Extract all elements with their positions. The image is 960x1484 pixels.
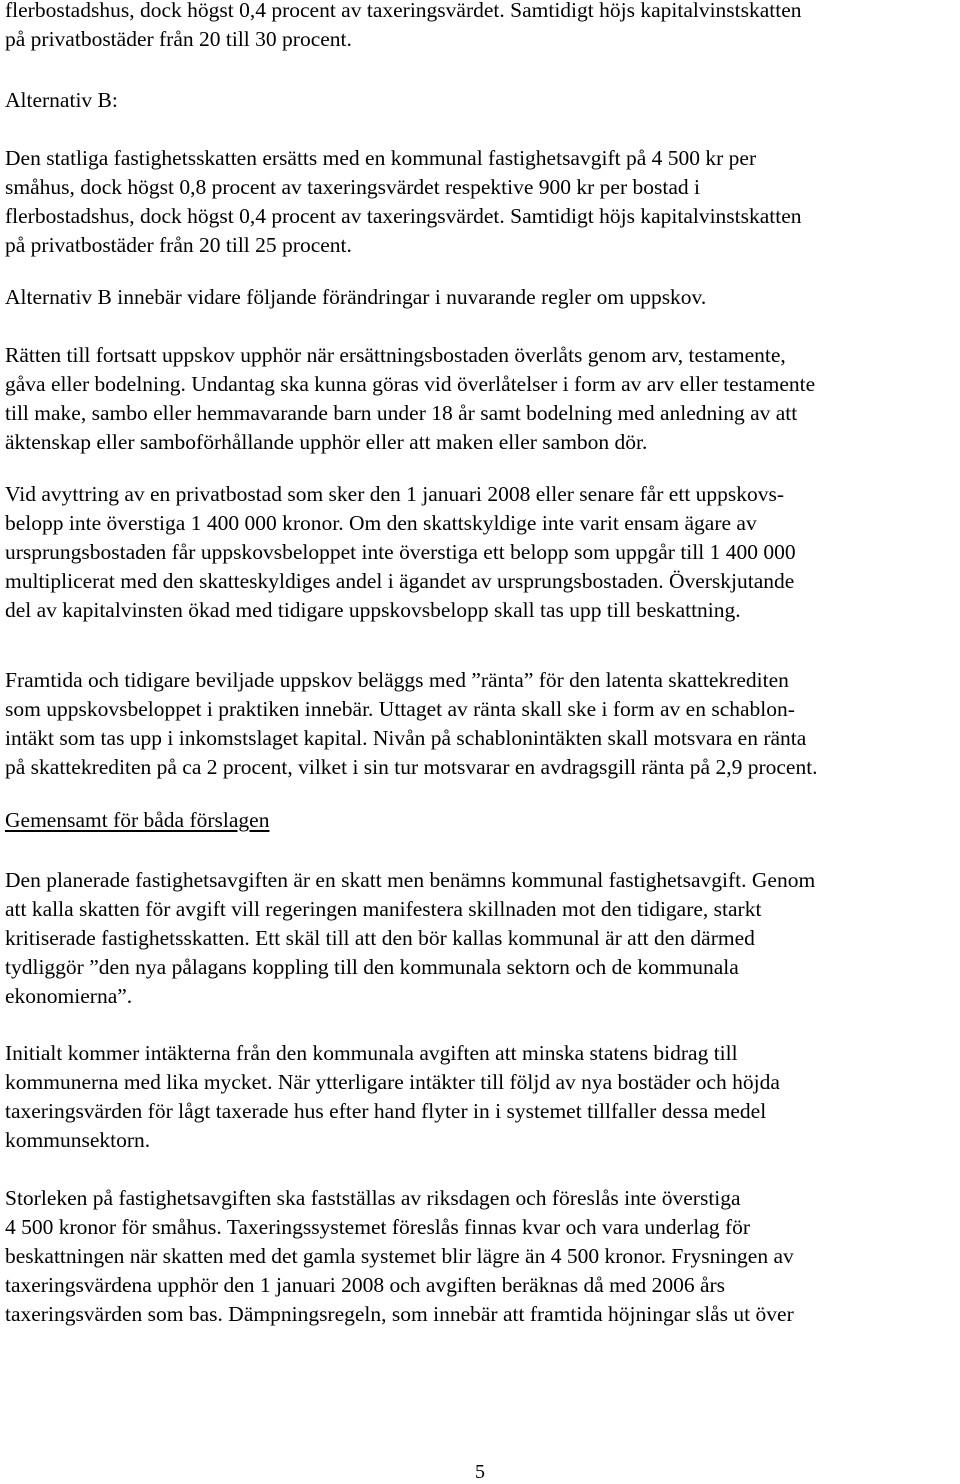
text-line: på privatbostäder från 20 till 25 procent. [5, 233, 352, 257]
page-number: 5 [475, 1461, 485, 1483]
text-line: Rätten till fortsatt uppskov upphör när ersättningsbostaden överlåts genom arv, testamente, [5, 343, 786, 367]
text-line: Den statliga fastighetsskatten ersätts med en kommunal fastighetsavgift på 4 500 kr per [5, 146, 757, 170]
text-line: flerbostadshus, dock högst 0,4 procent av taxeringsvärdet. Samtidigt höjs kapitalvinstskatten [5, 204, 802, 228]
section-heading [5, 806, 269, 835]
text-line: äktenskap eller samboförhållande upphör eller att maken eller sambon dör. [5, 430, 648, 454]
section-heading-text: Gemensamt för båda förslagen [5, 808, 270, 832]
text-line: 4 500 kronor för småhus. Taxeringssystemet föreslås finnas kvar och vara underlag för [5, 1215, 751, 1239]
text-line: intäkt som tas upp i inkomstslaget kapital. Nivån på schablonintäkten skall motsvara en ränta [5, 726, 807, 750]
text-line: gåva eller bodelning. Undantag ska kunna göras vid överlåtelser i form av arv eller testamente [5, 372, 816, 396]
text-line: på privatbostäder från 20 till 30 procent. [5, 27, 352, 51]
text-line: Alternativ B innebär vidare följande förändringar i nuvarande regler om uppskov. [5, 285, 707, 309]
text-line: flerbostadshus, dock högst 0,4 procent av taxeringsvärdet. Samtidigt höjs kapitalvinstskatten [5, 0, 802, 22]
text-line: kommunsektorn. [5, 1128, 151, 1152]
text-line: som uppskovsbeloppet i praktiken innebär. Uttaget av ränta skall ske i form av en schablon- [5, 697, 795, 721]
text-line: multiplicerat med den skatteskyldiges andel i ägandet av ursprungsbostaden. Överskjutande [5, 569, 795, 593]
text-line: Vid avyttring av en privatbostad som sker den 1 januari 2008 eller senare får ett uppskovs- [5, 482, 785, 506]
text-line: ekonomierna”. [5, 984, 133, 1008]
paragraph-uppskov-intro [5, 283, 960, 312]
text-line: tydliggör ”den nya pålagans koppling till den kommunala sektorn och de kommunala [5, 955, 739, 979]
text-line: Den planerade fastighetsavgiften är en skatt men benämns kommunal fastighetsavgift. Genom [5, 868, 816, 892]
paragraph-alternativ-b [5, 144, 960, 260]
paragraph-avyttring [5, 480, 960, 625]
text-line: Framtida och tidigare beviljade uppskov beläggs med ”ränta” för den latenta skattekrediten [5, 668, 789, 692]
text-line: på skattekrediten på ca 2 procent, vilket i sin tur motsvarar en avdragsgill ränta på 2,9 procent. [5, 755, 818, 779]
text-line: Alternativ B: [5, 88, 118, 112]
text-line: del av kapitalvinsten ökad med tidigare uppskovsbelopp skall tas upp till beskattning. [5, 598, 741, 622]
text-line: taxeringsvärden för lågt taxerade hus efter hand flyter in i systemet tillfaller dessa medel [5, 1099, 767, 1123]
text-line: småhus, dock högst 0,8 procent av taxeringsvärdet respektive 900 kr per bostad i [5, 175, 700, 199]
text-line: taxeringsvärden som bas. Dämpningsregeln, som innebär att framtida höjningar slås ut över [5, 1302, 794, 1326]
text-line: beskattningen när skatten med det gamla systemet blir lägre än 4 500 kronor. Frysningen av [5, 1244, 794, 1268]
paragraph-intakter [5, 1039, 960, 1155]
paragraph-ratten-till-uppskov [5, 341, 960, 457]
paragraph-storleken [5, 1184, 960, 1329]
text-line: till make, sambo eller hemmavarande barn under 18 år samt bodelning med anledning av att [5, 401, 798, 425]
paragraph-ranta [5, 666, 960, 782]
text-line: kritiserade fastighetsskatten. Ett skäl till att den bör kallas kommunal är att den därmed [5, 926, 755, 950]
text-line: kommunerna med lika mycket. När ytterligare intäkter till följd av nya bostäder och höjda [5, 1070, 780, 1094]
text-line: ursprungsbostaden får uppskovsbeloppet inte överstiga ett belopp som uppgår till 1 400 000 [5, 540, 796, 564]
paragraph-alternativ-b-label [5, 86, 960, 115]
text-line: att kalla skatten för avgift vill regeringen manifestera skillnaden mot den tidigare, starkt [5, 897, 762, 921]
paragraph-alternativ-a-end [5, 0, 960, 54]
paragraph-fastighetsavgift [5, 866, 960, 1011]
text-line: belopp inte överstiga 1 400 000 kronor. Om den skattskyldige inte varit ensam ägare av [5, 511, 757, 535]
text-line: Storleken på fastighetsavgiften ska fastställas av riksdagen och föreslås inte överstiga [5, 1186, 741, 1210]
text-line: taxeringsvärdena upphör den 1 januari 2008 och avgiften beräknas då med 2006 års [5, 1273, 726, 1297]
text-line: Initialt kommer intäkterna från den kommunala avgiften att minska statens bidrag till [5, 1041, 738, 1065]
